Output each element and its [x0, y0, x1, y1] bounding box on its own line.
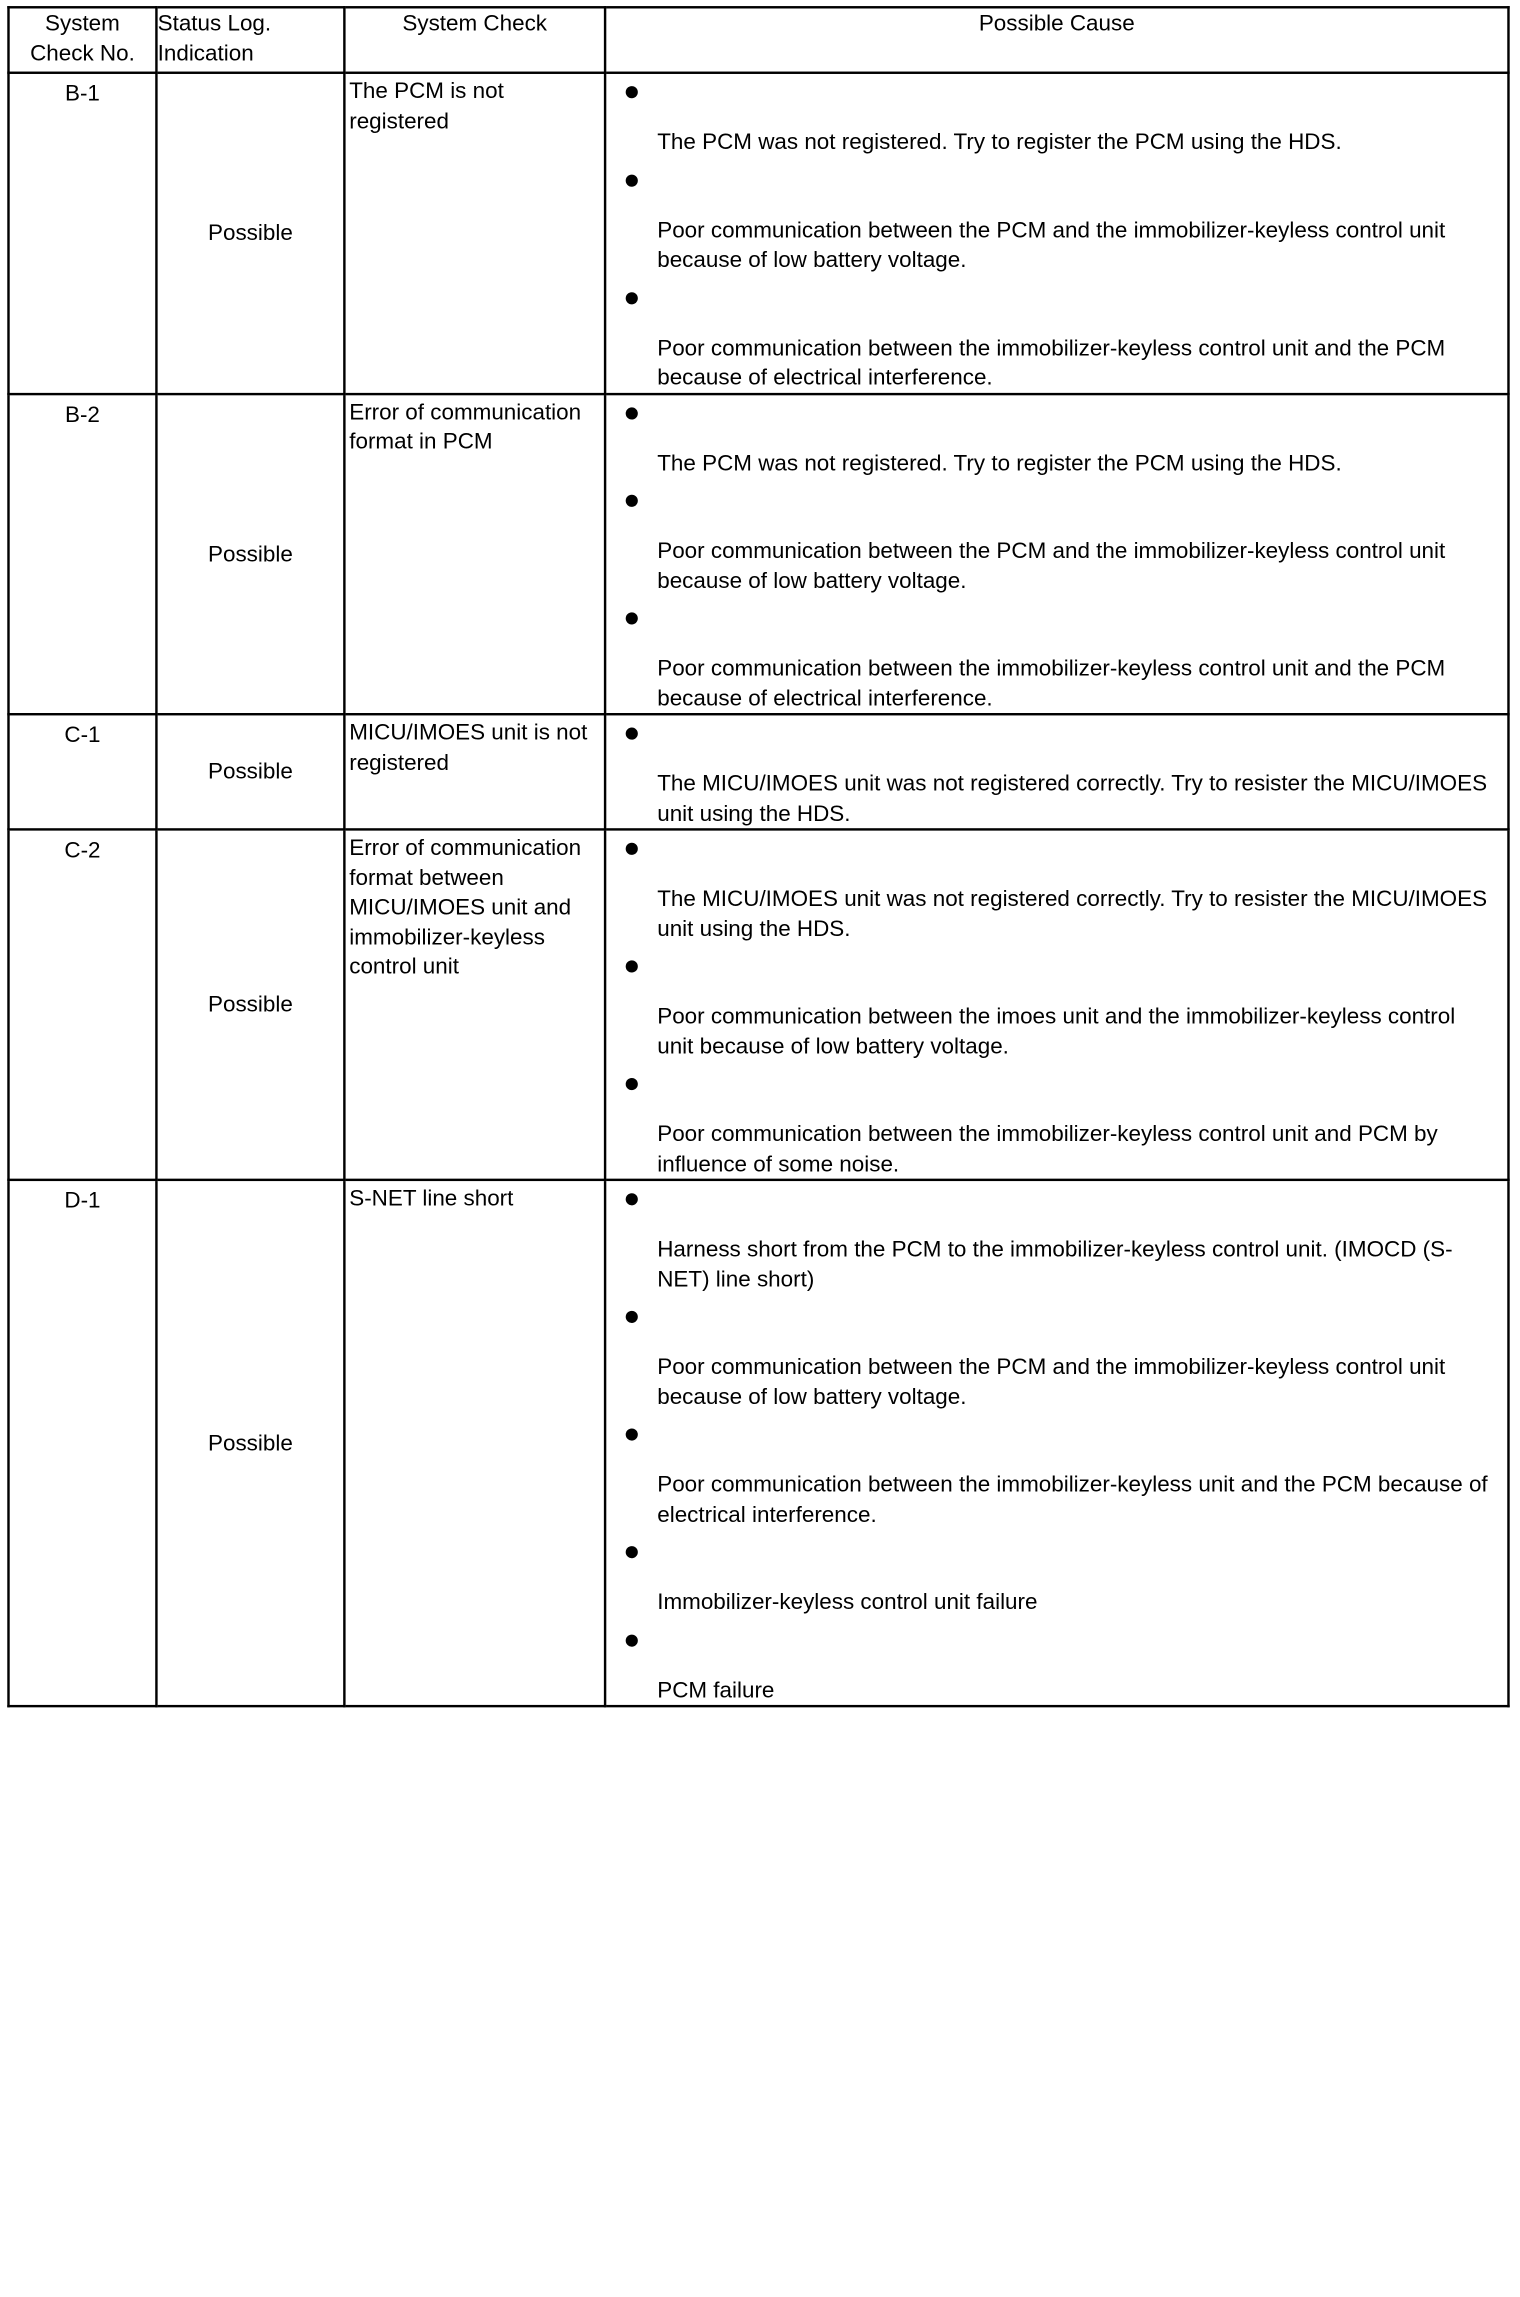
possible-cause-text: Poor communication between the PCM and the immobilizer-keyless control unit because of low battery voltage. [657, 537, 1446, 593]
system-check-cell [344, 393, 605, 714]
possible-cause-text: Poor communication between the immobilizer-keyless control unit and the PCM because of electrical interference. [657, 334, 1446, 390]
possible-cause-cell [605, 73, 1508, 394]
table-row [8, 1180, 1508, 1706]
header-status-log-line1: Status Log. [157, 9, 272, 36]
system-check-text: Error of communication format between MICU/IMOES unit and immobilizer-keyless control unit [349, 834, 582, 979]
system-check-no: D-1 [64, 1187, 101, 1213]
table-row [8, 829, 1508, 1179]
system-check-no-cell [8, 393, 156, 714]
possible-cause-text: Poor communication between the immobilizer-keyless control unit and the PCM because of electrical interference. [657, 654, 1446, 710]
bullet-icon [626, 1311, 638, 1323]
list-item [623, 407, 1497, 478]
possible-cause-cell [605, 1180, 1508, 1706]
possible-cause-text: The MICU/IMOES unit was not registered correctly. Try to resister the MICU/IMOES unit using the HDS. [657, 770, 1488, 826]
possible-cause-text: Poor communication between the imoes unit and the immobilizer-keyless control unit because of low battery voltage. [657, 1002, 1456, 1058]
bullet-icon [626, 174, 638, 186]
bullet-icon [626, 292, 638, 304]
bullet-icon [626, 612, 638, 624]
bullet-icon [626, 1078, 638, 1090]
possible-cause-text: Poor communication between the immobilizer-keyless control unit and PCM by influence of some noise. [657, 1120, 1438, 1176]
possible-cause-text: The PCM was not registered. Try to register the PCM using the HDS. [657, 449, 1342, 475]
system-check-text: Error of communication format in PCM [349, 398, 582, 454]
system-check-no: C-2 [64, 836, 101, 863]
list-item [623, 174, 1497, 275]
system-check-no: C-1 [64, 721, 101, 747]
list-item [623, 1193, 1497, 1294]
list-item [623, 1078, 1497, 1179]
status-log-indication: Possible [156, 829, 344, 1179]
status-log-indication: Possible [156, 73, 344, 394]
list-item [623, 960, 1497, 1061]
system-check-table [7, 6, 1509, 1707]
list-item [623, 1634, 1497, 1705]
possible-cause-text: Harness short from the PCM to the immobilizer-keyless control unit. (IMOCD (S-NET) line short) [657, 1235, 1453, 1291]
list-item [623, 495, 1497, 596]
list-item [623, 1546, 1497, 1617]
system-check-text: The PCM is not registered [349, 77, 504, 133]
possible-cause-cell [605, 714, 1508, 829]
header-possible-cause: Possible Cause [605, 7, 1508, 72]
bullet-icon [626, 960, 638, 972]
list-item [623, 728, 1497, 829]
system-check-no: B-1 [64, 80, 100, 106]
system-check-no-cell [8, 1180, 156, 1706]
system-check-no: B-2 [64, 400, 100, 427]
list-item [623, 292, 1497, 393]
header-system-check-no-line2: Check No. [30, 39, 135, 65]
system-check-no-cell [8, 73, 156, 394]
list-item [623, 612, 1497, 713]
bullet-icon [626, 86, 638, 98]
system-check-cell [344, 714, 605, 829]
bullet-icon [626, 843, 638, 855]
possible-cause-text: Poor communication between the immobilizer-keyless unit and the PCM because of electrical interference. [657, 1470, 1488, 1527]
header-status-log [156, 7, 344, 72]
possible-cause-text: Poor communication between the PCM and the immobilizer-keyless control unit because of low battery voltage. [657, 216, 1446, 272]
header-row [8, 7, 1508, 72]
system-check-cell [344, 829, 605, 1179]
header-system-check-no [8, 7, 156, 72]
bullet-icon [626, 1634, 638, 1646]
status-log-indication: Possible [156, 393, 344, 714]
bullet-icon [626, 407, 638, 419]
table-row [8, 73, 1508, 394]
bullet-icon [626, 1193, 638, 1205]
list-item [623, 843, 1497, 944]
bullet-icon [626, 1546, 638, 1558]
list-item [623, 1311, 1497, 1412]
system-check-cell [344, 73, 605, 394]
possible-cause-text: Poor communication between the PCM and the immobilizer-keyless control unit because of low battery voltage. [657, 1353, 1446, 1409]
header-status-log-line2: Indication [157, 39, 254, 65]
bullet-icon [626, 1428, 638, 1440]
status-log-indication: Possible [156, 714, 344, 829]
possible-cause-text: Immobilizer-keyless control unit failure [657, 1588, 1038, 1614]
possible-cause-text: The MICU/IMOES unit was not registered correctly. Try to resister the MICU/IMOES unit using the HDS. [657, 885, 1488, 941]
bullet-icon [626, 728, 638, 740]
table-row [8, 393, 1508, 714]
system-check-text: MICU/IMOES unit is not registered [349, 719, 588, 775]
list-item [623, 86, 1497, 157]
system-check-cell [344, 1180, 605, 1706]
bullet-icon [626, 495, 638, 507]
header-system-check-no-line1: System [45, 9, 120, 36]
possible-cause-text: PCM failure [657, 1676, 775, 1702]
possible-cause-cell [605, 829, 1508, 1179]
system-check-no-cell [8, 714, 156, 829]
possible-cause-cell [605, 393, 1508, 714]
system-check-no-cell [8, 829, 156, 1179]
table-row [8, 714, 1508, 829]
header-system-check: System Check [344, 7, 605, 72]
system-check-text: S-NET line short [349, 1184, 514, 1211]
possible-cause-text: The PCM was not registered. Try to register the PCM using the HDS. [657, 128, 1342, 155]
list-item [623, 1428, 1497, 1529]
status-log-indication: Possible [156, 1180, 344, 1706]
